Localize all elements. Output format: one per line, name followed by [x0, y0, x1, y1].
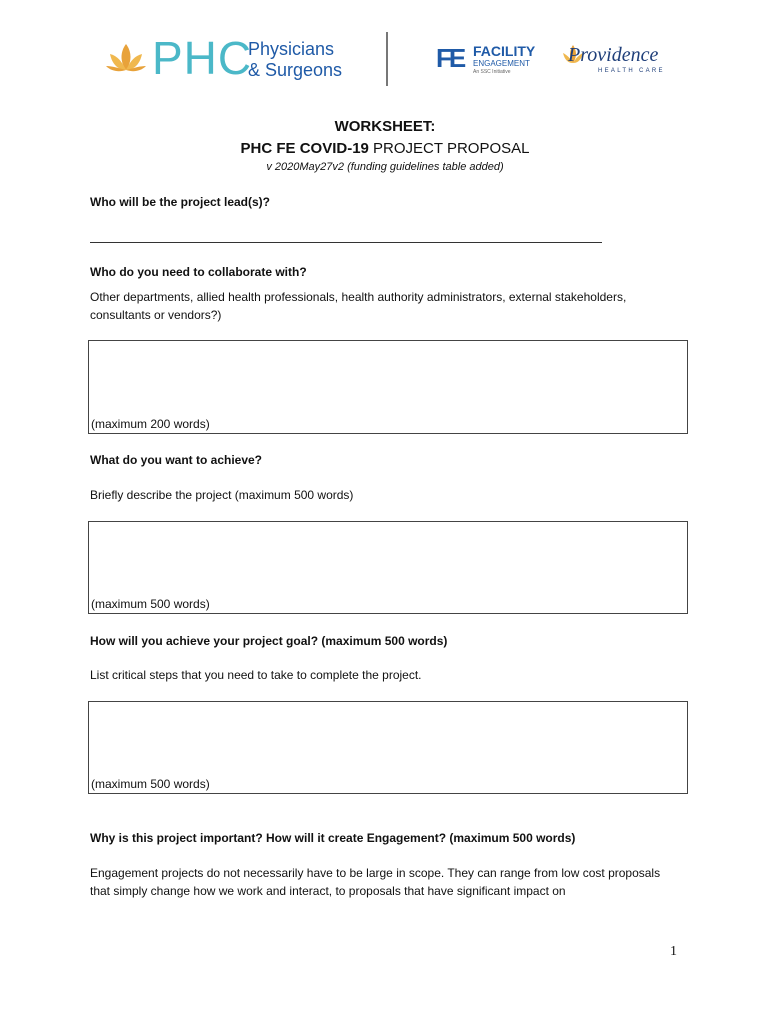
goal-word-limit: (maximum 500 words) [91, 777, 210, 791]
providence-subtitle: HEALTH CARE [598, 68, 665, 74]
important-question: Why is this project important? How will it create Engagement? (maximum 500 words) [90, 831, 576, 845]
achieve-question: What do you want to achieve? [90, 453, 263, 467]
achieve-answer-box[interactable] [88, 521, 688, 614]
facility-engagement-mark-icon: FE [436, 43, 464, 73]
collab-question: Who do you need to collaborate with? [90, 265, 307, 279]
achieve-description: Briefly describe the project (maximum 500 words) [90, 488, 354, 502]
goal-question: How will you achieve your project goal? (maximum 500 words) [90, 634, 448, 648]
lead-answer-line[interactable] [90, 242, 602, 243]
physicians-surgeons-logo [248, 39, 342, 81]
physicians-line2: & Surgeons [248, 60, 343, 80]
lotus-logo-icon [106, 42, 146, 74]
goal-description: List critical steps that you need to take to complete the project. [90, 668, 422, 682]
physicians-line1: Physicians [248, 39, 335, 59]
important-description: Engagement projects do not necessarily have to be large in scope. They can range from low cost proposals that simply change how we work and interact, to proposals that have significant impact on [90, 866, 661, 898]
proposal-title [0, 140, 770, 157]
facility-engagement-logo [473, 44, 535, 76]
achieve-word-limit: (maximum 500 words) [91, 597, 210, 611]
proposal-title-bold: PHC FE COVID-19 [240, 140, 369, 157]
worksheet-title: WORKSHEET: [334, 118, 436, 135]
collab-description: Other departments, allied health professionals, health authority administrators, external stakeholders, consultants or vendors?) [90, 290, 627, 322]
fe-logo-line2: ENGAGEMENT [473, 59, 530, 68]
fe-logo-line3: An SSC Initiative [473, 69, 511, 75]
goal-answer-box[interactable] [88, 701, 688, 794]
collab-answer-box[interactable] [88, 340, 688, 434]
proposal-title-rest: PROJECT PROPOSAL [368, 140, 530, 157]
page-number: 1 [670, 944, 677, 959]
version-note: v 2020May27v2 (funding guidelines table added) [266, 161, 504, 173]
fe-logo-line1: FACILITY [473, 43, 536, 59]
phc-logo-text: PHC [152, 32, 253, 84]
collab-word-limit: (maximum 200 words) [91, 417, 210, 431]
lead-question: Who will be the project lead(s)? [90, 195, 271, 209]
logo-divider [386, 32, 388, 86]
providence-logo-text: Providence [568, 44, 659, 66]
